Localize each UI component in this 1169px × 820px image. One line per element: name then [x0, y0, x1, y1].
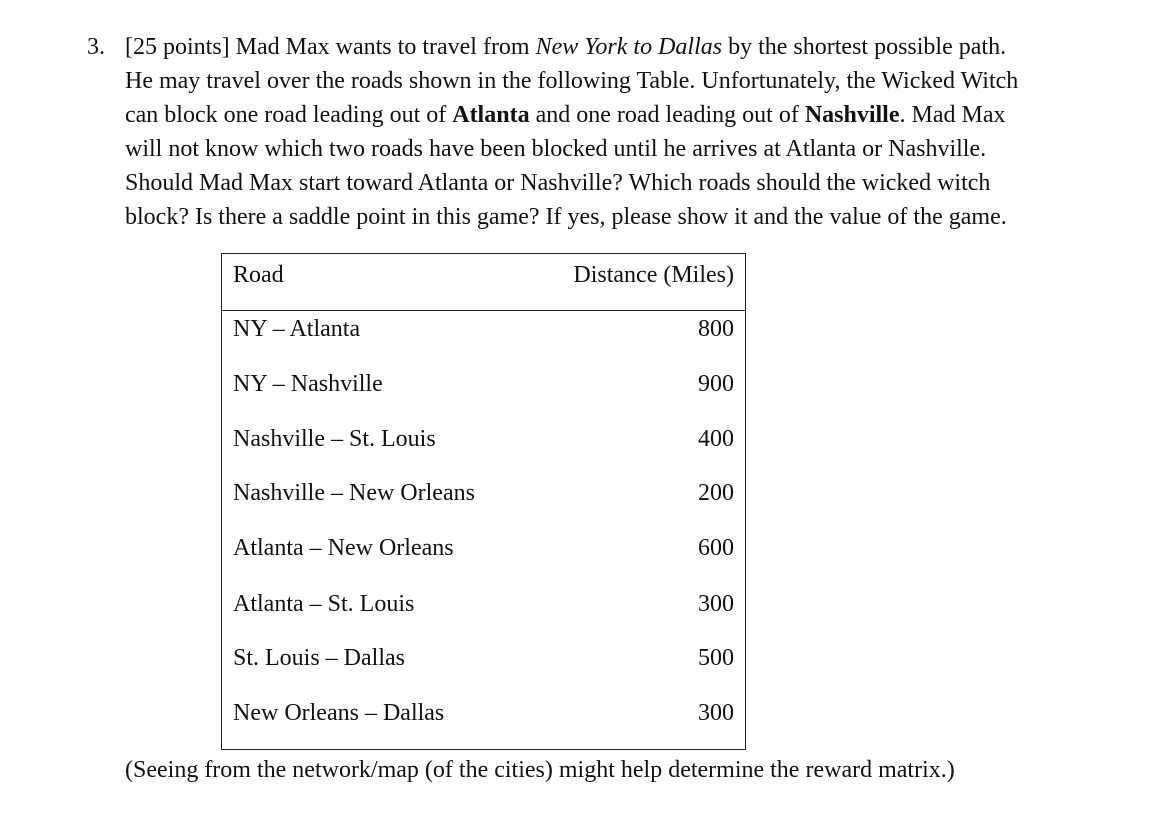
bold-nashville: Nashville — [804, 102, 900, 128]
table-row — [222, 698, 745, 728]
road-cell: NY – Atlanta — [233, 316, 361, 342]
route-emphasis: New York to Dallas — [535, 34, 723, 60]
distance-cell: 900 — [698, 371, 734, 397]
question-text — [125, 30, 1100, 234]
road-cell: St. Louis – Dallas — [233, 645, 405, 671]
question-number: 3. — [87, 34, 105, 60]
header-road: Road — [233, 262, 284, 288]
table-header — [222, 254, 745, 311]
points-label: [25 points] — [125, 34, 230, 60]
road-cell: New Orleans – Dallas — [233, 700, 445, 726]
text-segment: by the shortest possible path. — [722, 34, 1007, 60]
question-line-1 — [125, 30, 1100, 64]
table-row — [222, 643, 745, 673]
distance-cell: 400 — [698, 426, 734, 452]
question-line-4: will not know which two roads have been blocked until he arrives at Atlanta or Nashville. — [125, 136, 987, 162]
table-row — [222, 589, 745, 619]
distance-cell: 600 — [698, 535, 734, 561]
road-cell: NY – Nashville — [233, 371, 383, 397]
road-cell: Nashville – St. Louis — [233, 426, 436, 452]
road-cell: Nashville – New Orleans — [233, 480, 475, 506]
distance-cell: 300 — [698, 591, 734, 617]
question-line-5: Should Mad Max start toward Atlanta or Nashville? Which roads should the wicked witch — [125, 170, 991, 196]
roads-table — [221, 253, 746, 750]
question-line-2: He may travel over the roads shown in the following Table. Unfortunately, the Wicked Witch — [125, 68, 1019, 94]
distance-cell: 800 — [698, 316, 734, 342]
bold-atlanta: Atlanta — [452, 102, 530, 128]
distance-cell: 300 — [698, 700, 734, 726]
table-row — [222, 314, 745, 344]
table-row — [222, 533, 745, 563]
question-line-6: block? Is there a saddle point in this game? If yes, please show it and the value of the game. — [125, 204, 1007, 230]
distance-cell: 500 — [698, 645, 734, 671]
road-cell: Atlanta – St. Louis — [233, 591, 415, 617]
text-segment: can block one road leading out of — [125, 102, 453, 128]
table-row — [222, 478, 745, 508]
footer-note: (Seeing from the network/map (of the cities) might help determine the reward matrix.) — [125, 757, 955, 783]
question-line-3 — [125, 98, 1100, 132]
road-cell: Atlanta – New Orleans — [233, 535, 454, 561]
text-segment: Mad Max wants to travel from — [229, 34, 536, 60]
text-segment: . Mad Max — [899, 102, 1006, 128]
header-distance: Distance (Miles) — [573, 262, 734, 288]
table-row — [222, 424, 745, 454]
table-row — [222, 369, 745, 399]
text-segment: and one road leading out of — [529, 102, 805, 128]
distance-cell: 200 — [698, 480, 734, 506]
